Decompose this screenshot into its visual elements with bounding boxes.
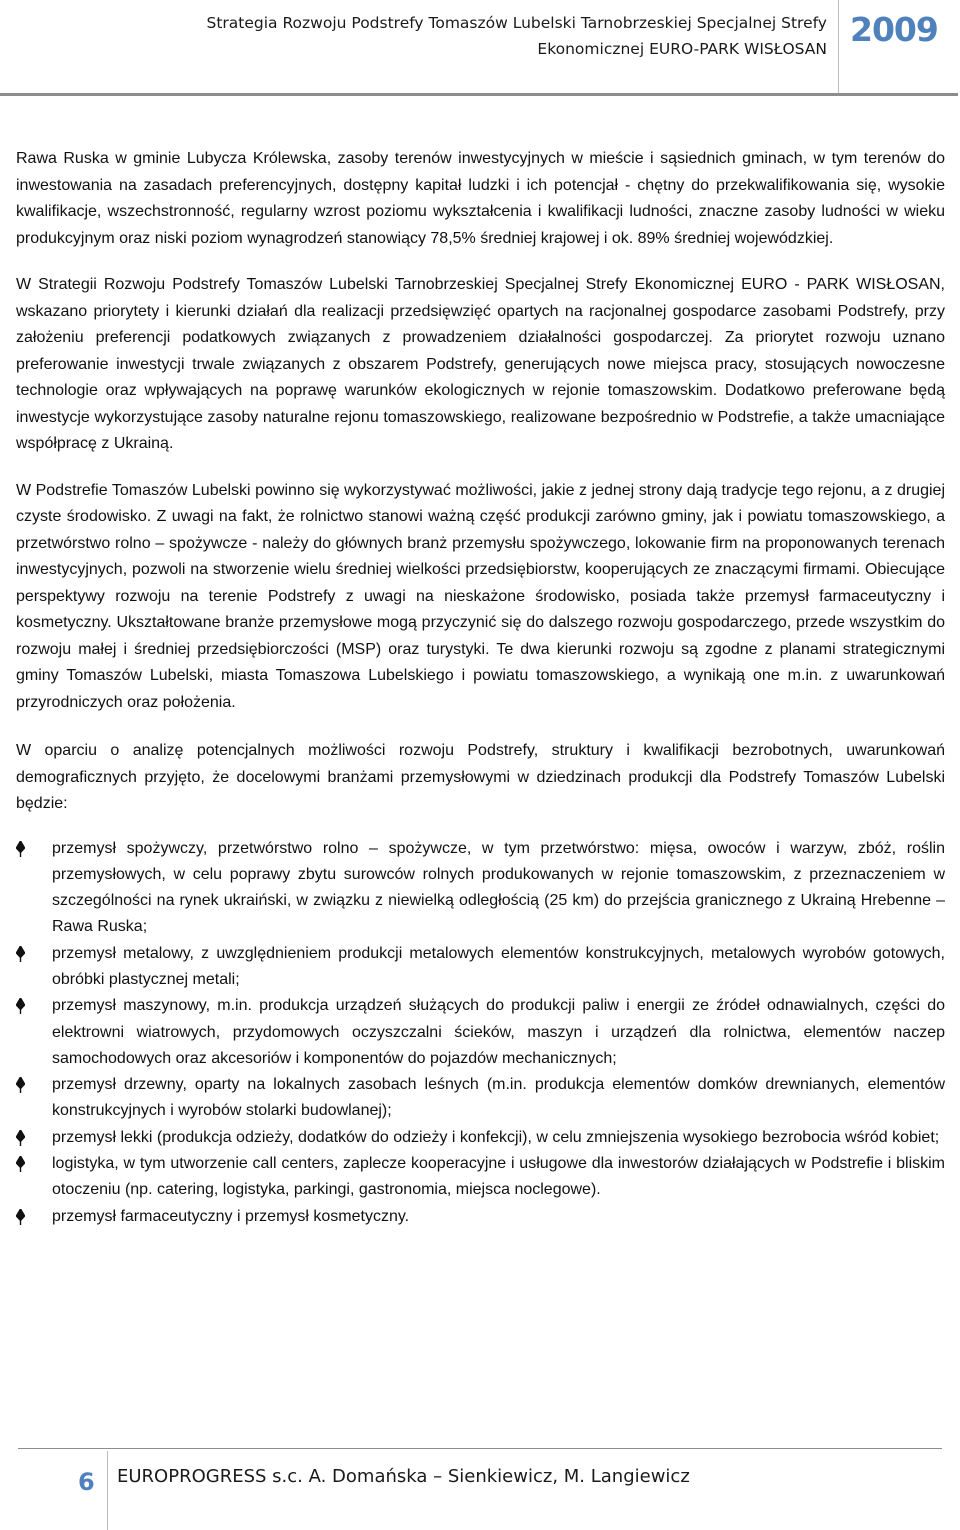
page-number: 6 <box>78 1468 95 1496</box>
paragraph-4: W oparciu o analizę potencjalnych możliwości rozwoju Podstrefy, struktury i kwalifikacji bezrobotnych, uwarunkowań demograficznych przyjęto, że docelowymi branżami przemysłowymi w dziedzinach produkcji dla Podstrefy Tomaszów Lubelski będzie: <box>16 742 945 812</box>
list-item-text: logistyka, w tym utworzenie call centers, zaplecze kooperacyjne i usługowe dla inwestorów działających w Podstrefie i bliskim otoczeniu (np. catering, logistyka, parkingi, gastronomia, miejsca noclegowe). <box>52 1155 945 1199</box>
diamond-bullet-icon <box>16 841 25 857</box>
list-item <box>16 941 945 994</box>
header-title <box>207 10 827 62</box>
list-item-text: przemysł spożywczy, przetwórstwo rolno – spożywcze, w tym przetwórstwo: mięsa, owoców i warzyw, zbóż, roślin przemysłowych, w celu poprawy zbytu surowców rolnych produkowanych w rejonie tomaszowskim, z przeznaczeniem w szczególności na rynek ukraiński, w związku z niewielką odległością (25 km) do przejścia granicznego z Ukrainą Hrebenne – Rawa Ruska; <box>52 839 945 936</box>
list-item-text: przemysł farmaceutyczny i przemysł kosmetyczny. <box>52 1207 410 1225</box>
list-item-text: przemysł maszynowy, m.in. produkcja urządzeń służących do produkcji paliw i energii ze źródeł odnawialnych, części do elektrowni wiatrowych, przydomowych oczyszczalni ścieków, maszyn i urządzeń dla rolnictwa, elementów naczep samochodowych oraz akcesoriów i komponentów do pojazdów mechanicznych; <box>52 997 945 1067</box>
list-item <box>16 993 945 1072</box>
list-item <box>16 1125 945 1151</box>
diamond-bullet-icon <box>16 1130 25 1146</box>
paragraph-3: W Podstrefie Tomaszów Lubelski powinno się wykorzystywać możliwości, jakie z jednej strony dają tradycje tego rejonu, a z drugiej czyste środowisko. Z uwagi na fakt, że rolnictwo stanowi ważną część produkcji zarówno gminy, jak i powiatu tomaszowskiego, a przetwórstwo rolno – spożywcze - należy do głównych branż przemysłu spożywczego, lokowanie firm na proponowanych terenach inwestycyjnych, pozwoli na stworzenie wielu średniej wielkości przedsiębiorstw, kooperujących ze znaczącymi firmami. Obiecujące perspektywy rozwoju na terenie Podstrefy z uwagi na nieskażone środowisko, posiada także przemysł farmaceutyczny i kosmetyczny. Ukształtowane branże przemysłowe mogą przyczynić się do dalszego rozwoju gospodarczego, przede wszystkim do rozwoju małej i średniej przedsiębiorczości (MSP) oraz turystyki. Te dwa kierunki rozwoju są zgodne z planami strategicznymi gminy Tomaszów Lubelski, miasta Tomaszowa Lubelskiego i powiatu tomaszowskiego, a wynikają one m.in. z uwarunkowań przyrodniczych oraz położenia. <box>16 481 945 711</box>
list-item-text: przemysł lekki (produkcja odzieży, dodatków do odzieży i konfekcji), w celu zmniejszenia wysokiego bezrobocia wśród kobiet; <box>52 1128 940 1146</box>
list-item-text: przemysł metalowy, z uwzględnieniem produkcji metalowych elementów konstrukcyjnych, metalowych wyrobów gotowych, obróbki plastycznej metali; <box>52 944 945 988</box>
header-rule <box>0 93 958 96</box>
footer-author: EUROPROGRESS s.c. A. Domańska – Sienkiewicz, M. Langiewicz <box>117 1466 690 1487</box>
diamond-bullet-icon <box>16 1077 25 1093</box>
diamond-bullet-icon <box>16 1156 25 1172</box>
diamond-bullet-icon <box>16 946 25 962</box>
page-header <box>0 0 960 96</box>
footer-separator <box>107 1451 108 1530</box>
diamond-bullet-icon <box>16 998 25 1014</box>
page-footer <box>0 1448 960 1530</box>
list-item <box>16 836 945 941</box>
list-item-text: przemysł drzewny, oparty na lokalnych zasobach leśnych (m.in. produkcja elementów domków drewnianych, elementów konstrukcyjnych i wyrobów stolarki budowlanej); <box>52 1076 945 1120</box>
header-separator <box>838 0 839 94</box>
industry-list <box>16 836 945 1230</box>
paragraph-1: Rawa Ruska w gminie Lubycza Królewska, zasoby terenów inwestycyjnych w mieście i sąsiednich gminach, w tym terenów do inwestowania na zasadach preferencyjnych, dostępny kapitał ludzki i ich potencjał - chętny do przekwalifikowania się, wysokie kwalifikacje, wszechstronność, regularny wzrost poziomu wykształcenia i kwalifikacji ludności, znaczne zasoby ludności w wieku produkcyjnym oraz niski poziom wynagrodzeń stanowiący 78,5% średniej krajowej i ok. 89% średniej wojewódzkiej. <box>16 150 945 247</box>
header-title-line1: Strategia Rozwoju Podstrefy Tomaszów Lubelski Tarnobrzeskiej Specjalnej Strefy <box>206 14 827 32</box>
footer-rule <box>18 1448 942 1449</box>
header-title-line2: Ekonomicznej EURO-PARK WISŁOSAN <box>537 40 827 58</box>
paragraph-2: W Strategii Rozwoju Podstrefy Tomaszów Lubelski Tarnobrzeskiej Specjalnej Strefy Ekonomicznej EURO - PARK WISŁOSAN, wskazano priorytety i kierunki działań dla realizacji przedsięwzięć opartych na racjonalnej gospodarce zasobami Podstrefy, przy założeniu preferencji podatkowych związanych z prowadzeniem działalności gospodarczej. Za priorytet rozwoju uznano preferowanie inwestycji trwale związanych z obszarem Podstrefy, generujących nowe miejsca pracy, stosujących nowoczesne technologie oraz wpływających na poprawę warunków ekologicznych w rejonie tomaszowskim. Dodatkowo preferowane będą inwestycje wykorzystujące zasoby naturalne rejonu tomaszowskiego, realizowane bezpośrednio w Podstrefie, a także umacniające współpracę z Ukrainą. <box>16 276 945 452</box>
header-year: 2009 <box>850 10 938 49</box>
list-item <box>16 1204 945 1230</box>
diamond-bullet-icon <box>16 1209 25 1225</box>
list-item <box>16 1151 945 1204</box>
list-item <box>16 1072 945 1125</box>
page-content <box>16 146 945 1230</box>
